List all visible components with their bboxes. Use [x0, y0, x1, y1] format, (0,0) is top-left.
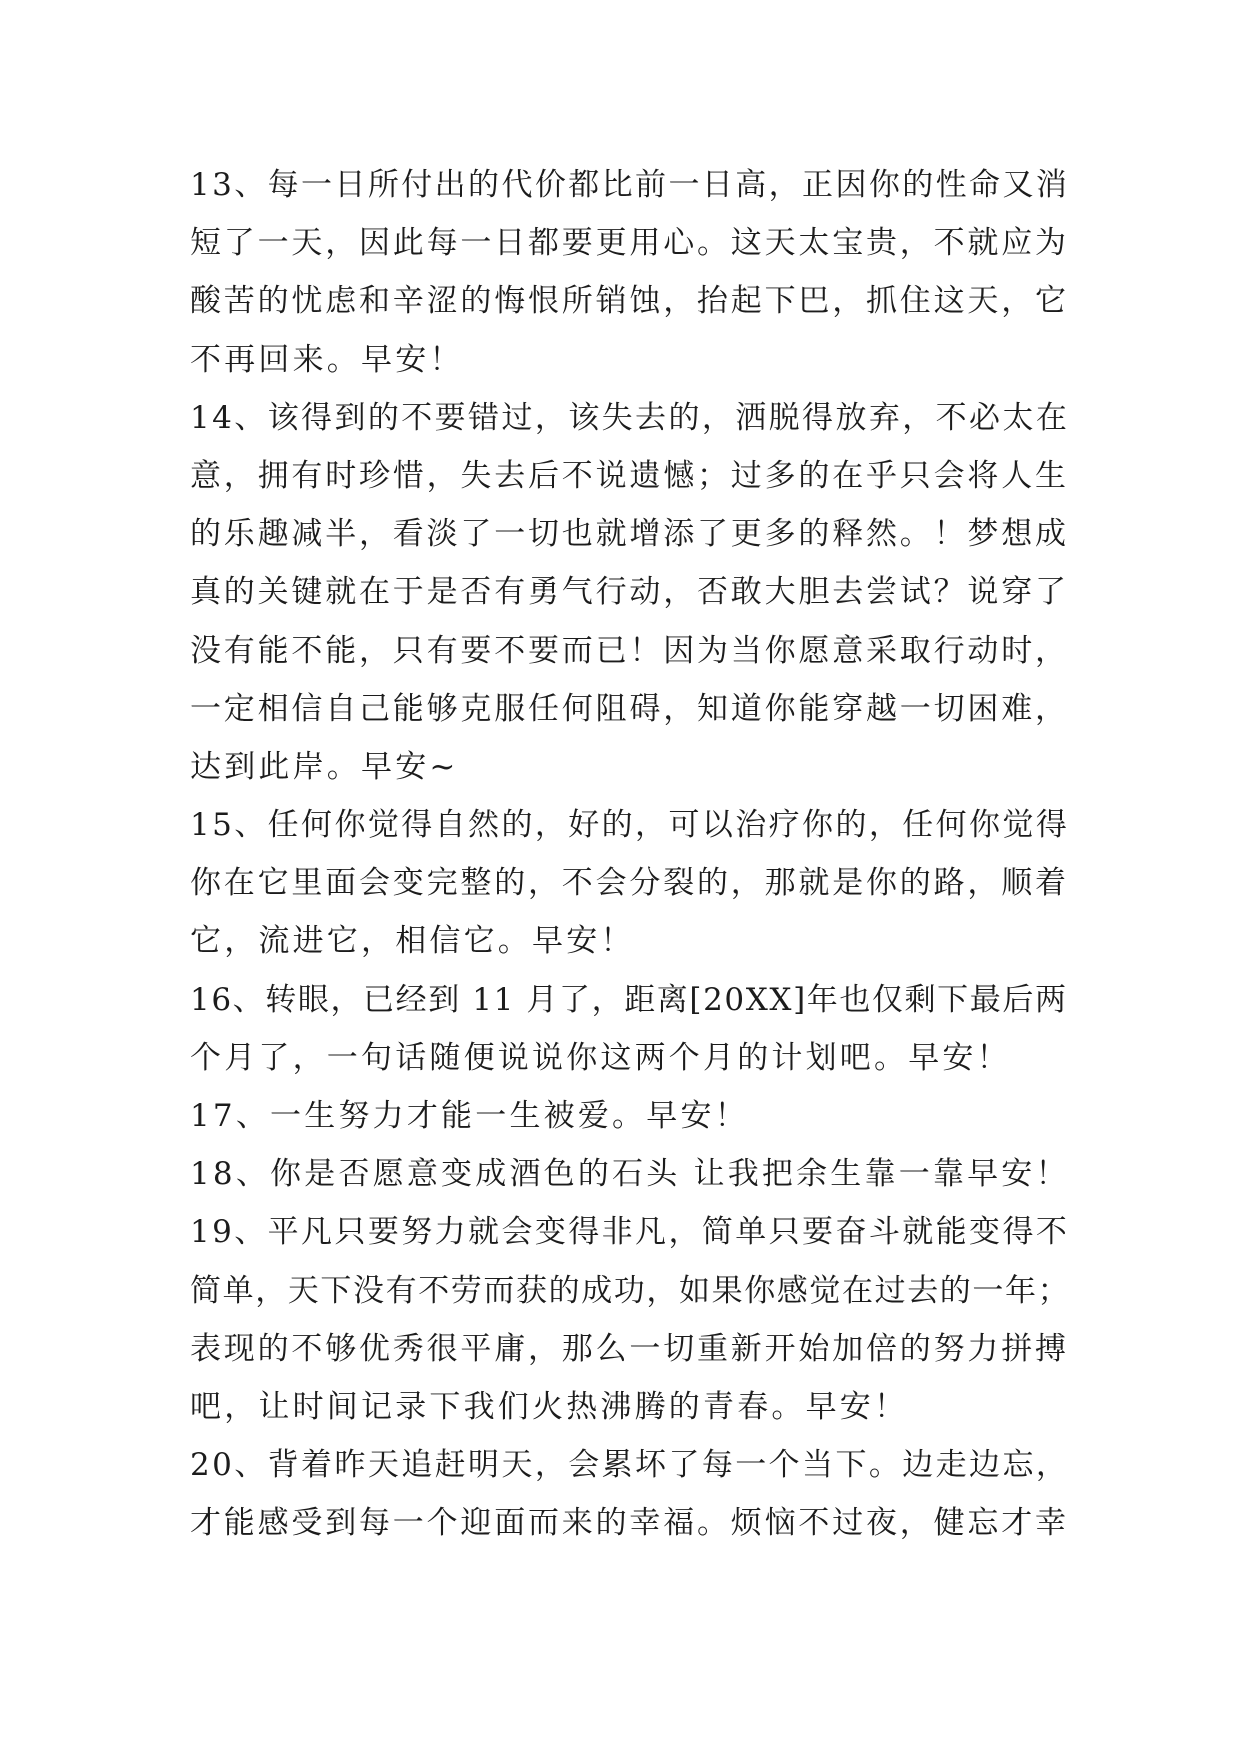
- text-line: 没有能不能，只有要不要而已！因为当你愿意采取行动时，: [190, 632, 1069, 669]
- text-line: 13、每一日所付出的代价都比前一日高，正因你的性命又消: [190, 167, 1070, 203]
- text-line: 个月了，一句话随便说说你这两个月的计划吧。早安！: [190, 1039, 1011, 1076]
- text-line: 才能感受到每一个迎面而来的幸福。烦恼不过夜，健忘才幸: [190, 1505, 1069, 1542]
- text-line: 14、该得到的不要错过，该失去的，洒脱得放弃，不必太在: [190, 399, 1070, 436]
- text-line: 20、背着昨天追赶明天，会累坏了每一个当下。边走边忘，: [190, 1447, 1070, 1484]
- text-line: 的乐趣减半，看淡了一切也就增添了更多的释然。！梦想成: [190, 516, 1069, 553]
- text-line: 16、转眼，已经到 11 月了，距离[20XX]年也仅剩下最后两: [190, 981, 1068, 1018]
- text-line: 你在它里面会变完整的，不会分裂的，那就是你的路，顺着: [190, 865, 1069, 902]
- text-line: 简单，天下没有不劳而获的成功，如果你感觉在过去的一年；: [190, 1272, 1071, 1309]
- text-line: 不再回来。早安！: [190, 341, 464, 378]
- text-line: 短了一天，因此每一日都要更用心。这天太宝贵，不就应为: [190, 225, 1069, 262]
- text-line: 17、一生努力才能一生被爱。早安！: [190, 1098, 749, 1134]
- text-line: 一定相信自己能够克服任何阻碍，知道你能穿越一切困难，: [190, 690, 1069, 727]
- text-line: 真的关键就在于是否有勇气行动，否敢大胆去尝试？说穿了: [190, 574, 1069, 611]
- text-line: 19、平凡只要努力就会变得非凡，简单只要奋斗就能变得不: [190, 1214, 1070, 1251]
- text-line: 酸苦的忧虑和辛涩的悔恨所销蚀，抬起下巴，抓住这天，它: [190, 283, 1069, 320]
- text-line: 18、你是否愿意变成酒色的石头 让我把余生靠一靠早安！: [190, 1156, 1070, 1193]
- text-line: 吧，让时间记录下我们火热沸腾的青春。早安！: [190, 1388, 909, 1425]
- document-body: [190, 156, 1070, 1553]
- text-line: 它，流进它，相信它。早安！: [190, 923, 635, 960]
- text-line: 表现的不够优秀很平庸，那么一切重新开始加倍的努力拼搏: [190, 1330, 1069, 1367]
- text-line: 意，拥有时珍惜，失去后不说遗憾；过多的在乎只会将人生: [190, 457, 1069, 494]
- text-line: 15、任何你觉得自然的，好的，可以治疗你的，任何你觉得: [190, 807, 1070, 844]
- text-line: 达到此岸。早安~: [190, 748, 459, 785]
